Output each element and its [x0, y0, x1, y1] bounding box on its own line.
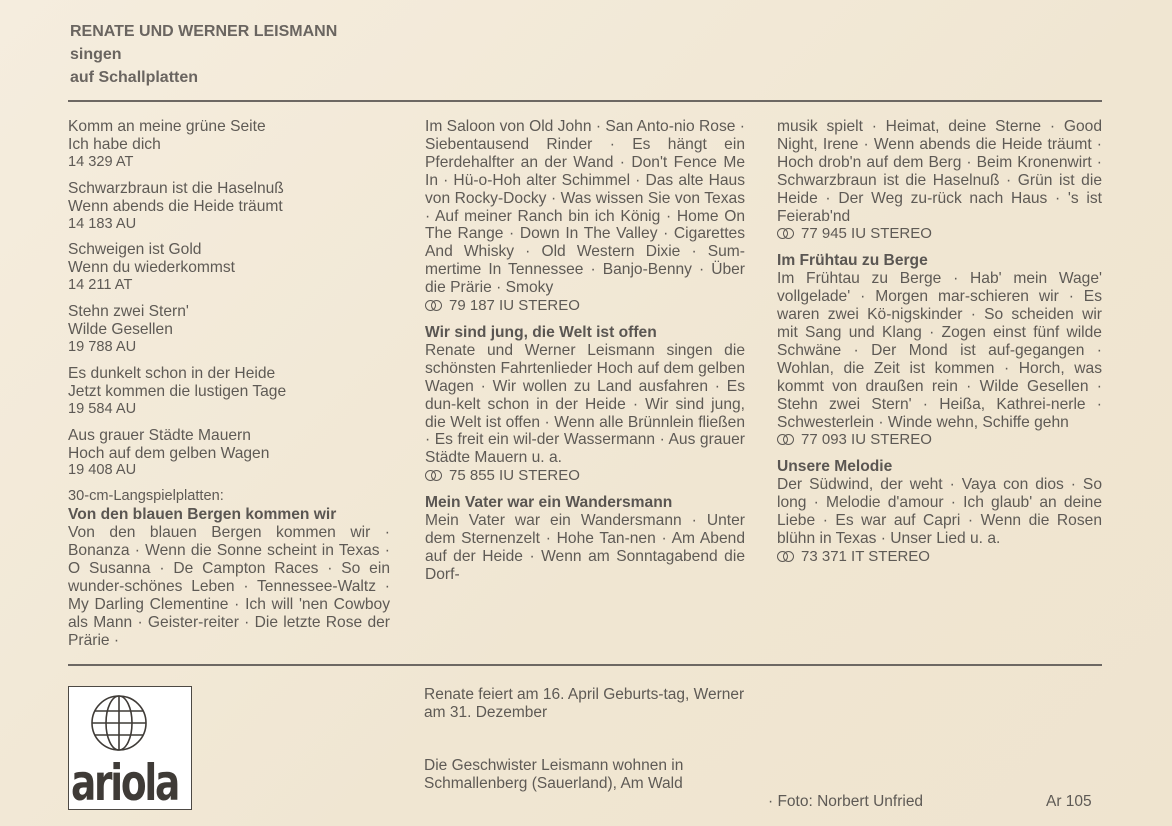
single-a-side: Es dunkelt schon in der Heide — [68, 364, 276, 382]
photo-credit-text: Foto: Norbert Unfried — [777, 793, 924, 810]
catalog-stereo — [425, 297, 745, 315]
catalog-number: 19 584 AU — [68, 400, 137, 417]
catalog-number: 77 945 IU STEREO — [801, 225, 932, 243]
single-entry — [68, 365, 390, 419]
column-2 — [425, 118, 745, 584]
birthday-note: Renate feiert am 16. April Geburts-tag, Werner am 31. Dezember — [424, 686, 745, 721]
single-entry — [68, 118, 390, 172]
catalog-stereo — [777, 431, 1102, 449]
catalog-number: 77 093 IU STEREO — [801, 431, 932, 449]
single-entry — [68, 427, 390, 481]
single-entry — [68, 180, 390, 234]
album-title: Im Frühtau zu Berge — [777, 252, 928, 270]
catalog-number: 14 211 AT — [68, 277, 133, 294]
lp-heading: 30-cm-Langspielplatten: — [68, 488, 224, 505]
header-subtitle: singen — [70, 46, 122, 63]
single-entry — [68, 241, 390, 295]
stereo-rings-icon — [777, 228, 796, 240]
card-code: Ar 105 — [1046, 793, 1092, 810]
album-tracklist: musik spielt · Heimat, deine Sterne · Good Night, Irene · Wenn abends die Heide träumt · Hoch drob'n auf dem Berg · Beim Kronenwirt · Schwarzbraun ist die Haselnuß · Grün ist die Heide · Der Weg zu-rück nach Haus · 's ist Feierab'nd — [777, 118, 1102, 225]
catalog-stereo — [777, 225, 1102, 243]
single-b-side: Hoch auf dem gelben Wagen — [68, 444, 270, 462]
catalog-number: 79 187 IU STEREO — [449, 297, 580, 315]
album-title: Wir sind jung, die Welt ist offen — [425, 323, 657, 341]
bottom-divider — [68, 664, 1102, 666]
album-tracklist: Im Frühtau zu Berge · Hab' mein Wage' vollgelade' · Morgen mar-schieren wir · Es waren zwei Kö-nigskinder · So scheiden wir mit Sang und Klang · Zogen einst fünf wilde Schwäne · Der Mond ist auf-gegangen · Wohlan, die Zeit ist kommen · Horch, was kommt von draußen rein · Wilde Gesellen · Stehn zwei Stern' · Heißa, Kathrei-nerle · Schwesterlein · Winde wehn, Schiffe gehn — [777, 270, 1102, 431]
single-a-side: Schwarzbraun ist die Haselnuß — [68, 179, 284, 197]
catalog-number: 75 855 IU STEREO — [449, 467, 580, 485]
artist-name: RENATE UND WERNER LEISMANN — [70, 23, 338, 40]
header-subtitle-2: auf Schallplatten — [70, 69, 199, 86]
catalog-number: 19 408 AU — [68, 462, 137, 479]
column-3 — [777, 118, 1102, 566]
stereo-rings-icon — [425, 300, 444, 312]
single-b-side: Wenn abends die Heide träumt — [68, 197, 283, 215]
catalog-number: 19 788 AU — [68, 338, 137, 355]
album-title: Unsere Melodie — [777, 458, 893, 476]
album-tracklist: Von den blauen Bergen kommen wir · Bonanza · Wenn die Sonne scheint in Texas · O Susanna · De Campton Races · So ein wunder-schönes Leben · Tennessee-Waltz · My Darling Clementine · Ich will 'nen Cowboy als Mann · Geister-reiter · Die letzte Rose der Prärie · — [68, 524, 390, 649]
single-b-side: Jetzt kommen die lustigen Tage — [68, 382, 287, 400]
album-tracklist: Mein Vater war ein Wandersmann · Unter dem Sternenzelt · Hohe Tan-nen · Am Abend auf der Heide · Wenn am Sonntagabend die Dorf- — [425, 512, 745, 583]
stereo-rings-icon — [777, 434, 796, 446]
single-a-side: Schweigen ist Gold — [68, 241, 202, 259]
top-divider — [68, 100, 1102, 102]
catalog-number: 14 329 AT — [68, 153, 134, 170]
stereo-rings-icon — [777, 551, 796, 563]
single-a-side: Stehn zwei Stern' — [68, 303, 189, 321]
single-entry — [68, 303, 390, 357]
photo-credit: · Foto: Norbert Unfried — [768, 793, 924, 810]
album-tracklist: Renate und Werner Leismann singen die schönsten Fahrtenlieder Hoch auf dem gelben Wagen · Wir wollen zu Land ausfahren · Es dun-kelt schon in der Heide · Wir sind jung, die Welt ist offen · Wenn alle Brünnlein fließen · Es freit ein wil-der Wassermann · Aus grauer Städte Mauern u. a. — [425, 341, 745, 467]
single-a-side: Komm an meine grüne Seite — [68, 118, 266, 135]
album-title: Von den blauen Bergen kommen wir — [68, 506, 337, 524]
logo-wordmark: ariola — [71, 754, 179, 812]
single-b-side: Wenn du wiederkommst — [68, 259, 235, 277]
catalog-number: 14 183 AU — [68, 215, 137, 232]
single-b-side: Ich habe dich — [68, 135, 161, 153]
album-tracklist: Im Saloon von Old John · San Anto-nio Rose · Siebentausend Rinder · Es hängt ein Pferdehalfter an der Wand · Don't Fence Me In · Hü-o-Hoh alter Schimmel · Das alte Haus von Rocky-Docky · Was wissen Sie von Texas · Auf meiner Ranch bin ich König · Home On The Range · Down In The Valley · Cigarettes And Whisky · Old Western Dixie · Sum-mertime In Tennessee · Banjo-Benny · Über die Prärie · Smoky — [425, 118, 745, 297]
catalog-number: 73 371 IT STEREO — [801, 547, 930, 565]
header — [70, 20, 337, 89]
stereo-rings-icon — [425, 470, 444, 482]
residence-note: Die Geschwister Leismann wohnen in Schmallenberg (Sauerland), Am Wald — [424, 757, 684, 792]
catalog-stereo — [777, 548, 1102, 566]
single-b-side: Wilde Gesellen — [68, 321, 173, 339]
ariola-logo — [68, 686, 192, 810]
album-tracklist: Der Südwind, der weht · Vaya con dios · So long · Melodie d'amour · Ich glaub' an deine Liebe · Es war auf Capri · Wenn die Rosen blühn in Texas · Unser Lied u. a. — [777, 476, 1102, 547]
catalog-stereo — [425, 467, 745, 485]
column-1 — [68, 118, 390, 649]
album-title: Mein Vater war ein Wandersmann — [425, 494, 673, 512]
single-a-side: Aus grauer Städte Mauern — [68, 426, 251, 444]
